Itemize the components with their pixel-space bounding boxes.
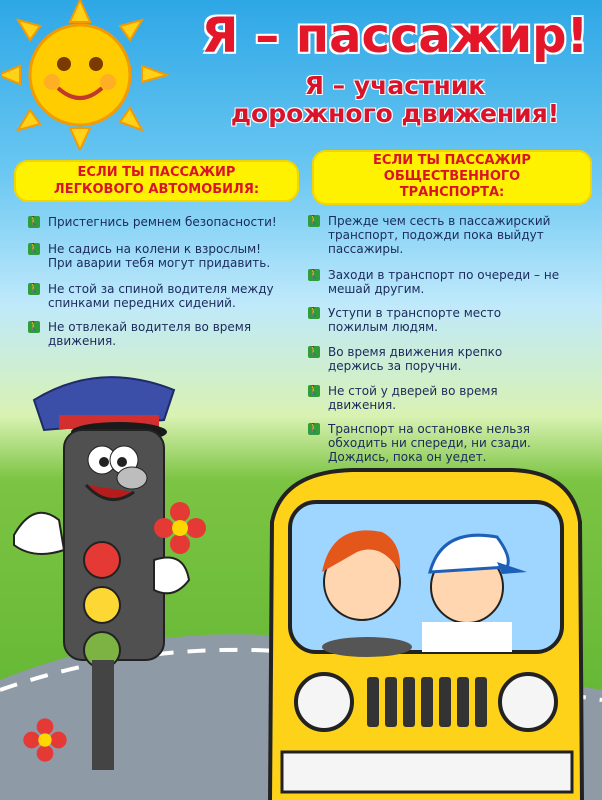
subtitle-line-1: Я – участник <box>304 71 486 100</box>
flower-illustration <box>20 715 70 765</box>
left-item-2-text: Не садись на колени к взрослым! При аварии тебя могут придавить. <box>48 242 271 270</box>
flower-illustration <box>150 498 210 558</box>
right-heading-line-3: ТРАНСПОРТА: <box>399 185 505 200</box>
walking-person-icon: 🚶 <box>28 284 40 294</box>
right-item-4-text: Во время движения крепко держись за поручни. <box>328 345 503 373</box>
left-item-1-text: Пристегнись ремнем безопасности! <box>48 215 277 229</box>
walking-person-icon: 🚶 <box>308 308 320 318</box>
traffic-light-character <box>4 360 204 770</box>
left-heading <box>14 160 299 202</box>
right-item-3-text: Уступи в транспорте место пожилым людям. <box>328 306 502 334</box>
right-item-6-text: Транспорт на остановке нельзя обходить ни спереди, ни сзади. Дождись, пока он уедет. <box>328 422 531 464</box>
left-item-4-text: Не отвлекай водителя во время движения. <box>48 320 252 348</box>
right-heading <box>312 150 592 205</box>
walking-person-icon: 🚶 <box>308 216 320 226</box>
left-heading-line-1: ЕСЛИ ТЫ ПАССАЖИР <box>77 165 236 180</box>
walking-person-icon: 🚶 <box>308 386 320 396</box>
sun-illustration <box>2 0 172 150</box>
right-item-2-text: Заходи в транспорт по очереди – не мешай другим. <box>328 268 560 296</box>
right-item-5-text: Не стой у дверей во время движения. <box>328 384 498 412</box>
left-heading-line-2: ЛЕГКОВОГО АВТОМОБИЛЯ: <box>53 182 260 197</box>
walking-person-icon: 🚶 <box>28 217 40 227</box>
page-title: Я – пассажир! <box>201 8 589 64</box>
bus-illustration <box>262 462 592 800</box>
walking-person-icon: 🚶 <box>28 322 40 332</box>
page-subtitle <box>190 72 600 128</box>
walking-person-icon: 🚶 <box>28 244 40 254</box>
right-heading-line-2: ОБЩЕСТВЕННОГО <box>383 169 521 184</box>
walking-person-icon: 🚶 <box>308 424 320 434</box>
walking-person-icon: 🚶 <box>308 347 320 357</box>
subtitle-line-2: дорожного движения! <box>230 99 560 128</box>
right-item-1-text: Прежде чем сесть в пассажирский транспорт, подожди пока выйдут пассажиры. <box>328 214 551 256</box>
right-heading-line-1: ЕСЛИ ТЫ ПАССАЖИР <box>373 153 531 168</box>
left-item-3-text: Не стой за спиной водителя между спинками передних сидений. <box>48 282 274 310</box>
walking-person-icon: 🚶 <box>308 270 320 280</box>
